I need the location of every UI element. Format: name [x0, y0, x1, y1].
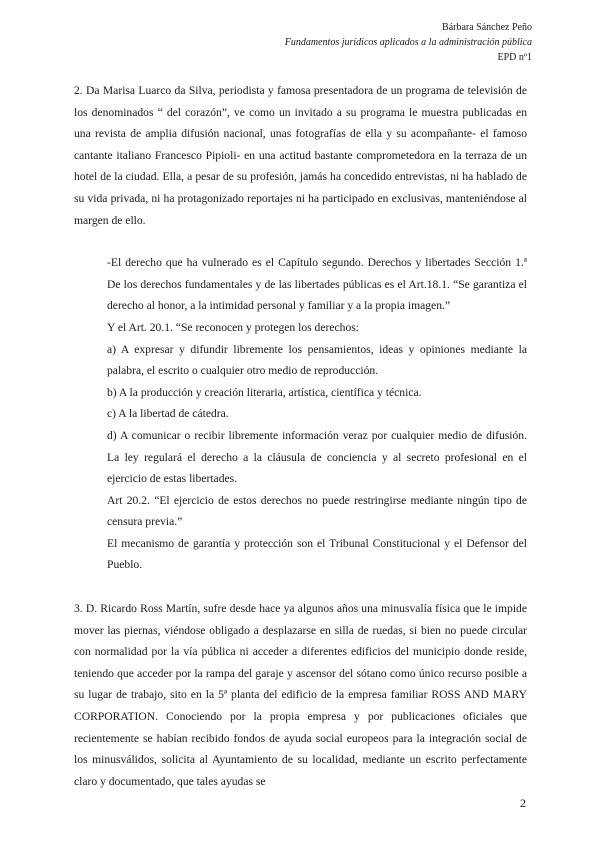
answer-paragraph: Y el Art. 20.1. “Se reconocen y protegen los derechos: [107, 320, 359, 334]
author-name: Bárbara Sánchez Peño [442, 22, 532, 33]
question-2-answer [107, 252, 527, 576]
answer-list-item-c: c) A la libertad de cátedra. [107, 407, 229, 421]
document-body [74, 80, 527, 792]
course-title: Fundamentos jurídicos aplicados a la administración pública [284, 37, 532, 48]
question-2-statement: 2. Da Marisa Luarco da Silva, periodista y famosa presentadora de un programa de televisión de los denominados “ del corazón”, ve como un invitado a su programa le muestra publicadas en una revista de amplia difusión nacional, unas fotografías de ella y su acompañante- el famoso cantante italiano Francesco Pipioli- en una actitud bastante comprometedora en la terraza de un hotel de la ciudad. Ella, a pesar de su profesión, jamás ha concedido entrevistas, ni ha hablado de su vida privada, ni ha protagonizado reportajes ni ha participado en exclusivas, manteniéndose al margen de ello. [74, 84, 527, 227]
answer-list-item-d: d) A comunicar o recibir libremente información veraz por cualquier medio de difusión. La ley regulará el derecho a la cláusula de conciencia y al secreto profesional en el ejercicio de estas libertades. [107, 428, 527, 486]
question-3-statement: 3. D. Ricardo Ross Martín, sufre desde hace ya algunos años una minusvalía física que le impide mover las piernas, viéndose obligado a desplazarse en silla de ruedas, si bien no puede circular con normalidad por la vía pública ni acceder a diferentes edificios del municipio donde reside, teniendo que acceder por la rampa del garaje y ascensor del sótano como único recurso posible a su lugar de trabajo, sito en la 5ª planta del edificio de la empresa familiar ROSS AND MARY CORPORATION. Conociendo por la propia empresa y por publicaciones oficiales que recientemente se habían recibido fondos de ayuda social europeos para la integración social de los minusválidos, solicita al Ayuntamiento de su localidad, mediante un escrito perfectamente claro y documentado, que tales ayudas se [74, 602, 527, 788]
page-header [285, 20, 532, 65]
answer-list-item-b: b) A la producción y creación literaria, artística, científica y técnica. [107, 385, 422, 399]
page-number: 2 [520, 796, 526, 810]
assignment-label: EPD nº1 [497, 52, 532, 63]
answer-paragraph: El mecanismo de garantía y protección son el Tribunal Constitucional y el Defensor del Pueblo. [107, 536, 527, 572]
answer-paragraph: -El derecho que ha vulnerado es el Capítulo segundo. Derechos y libertades Sección 1.ª De los derechos fundamentales y de las libertades públicas es el Art.18.1. “Se garantiza el derecho al honor, a la intimidad personal y familiar y a la propia imagen.” [107, 256, 527, 313]
answer-paragraph: Art 20.2. “El ejercicio de estos derechos no puede restringirse mediante ningún tipo de censura previa.” [107, 493, 527, 529]
answer-list-item-a: a) A expresar y difundir libremente los pensamientos, ideas y opiniones mediante la palabra, el escrito o cualquier otro medio de reproducción. [107, 342, 527, 378]
